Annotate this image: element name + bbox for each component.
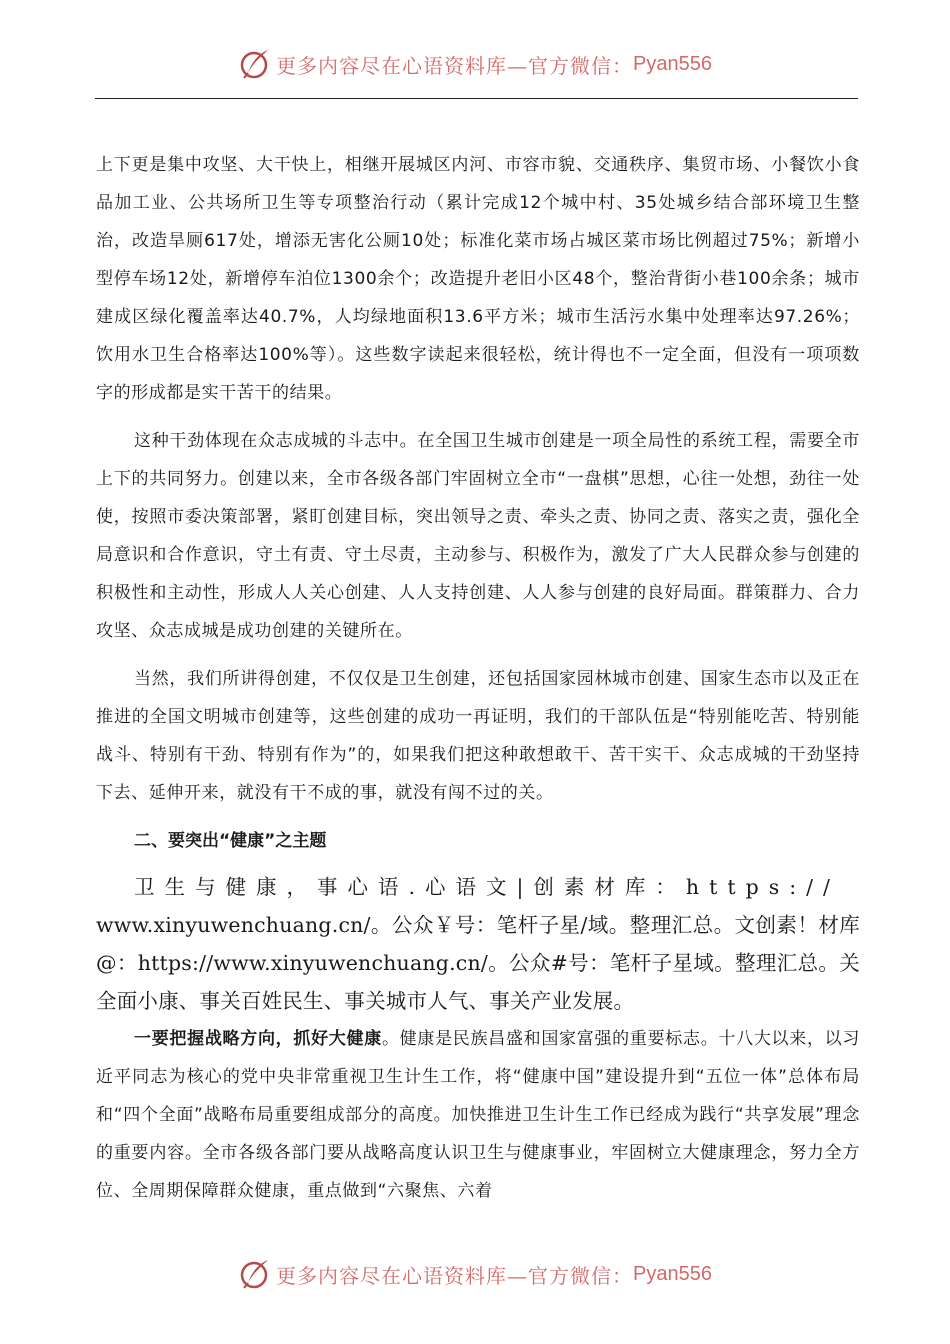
- quill-logo-icon: [238, 47, 272, 81]
- paragraph-3: 当然，我们所讲得创建，不仅仅是卫生创建，还包括国家园林城市创建、国家生态市以及正在推进的全国文明城市创建等，这些创建的成功一再证明，我们的干部队伍是“特别能吃苦、特别能战斗、特别有干劲、特别有作为”的，如果我们把这种敢想敢干、苦干实干、众志成城的干劲坚持下去、延伸开来，就没有干不成的事，就没有闯不过的关。: [96, 669, 860, 803]
- header-divider: [95, 98, 858, 99]
- header-banner-text: 更多内容尽在心语资料库—官方微信：: [276, 53, 634, 78]
- section-heading: 二、要突出“健康”之主题: [134, 831, 327, 851]
- footer-banner-code: Pyan556: [633, 1262, 712, 1285]
- paragraph-4-lead: 一要把握战略方向，抓好大健康: [134, 1029, 382, 1049]
- inserted-text-rest: www.xinyuwenchuang.cn/。公众￥号：笔杆子星/域。整理汇总。文创素！材库@：https://www.xinyuwenchuang.cn/。公众#号：笔杆子星域。整理汇总。关全面小康、事关百姓民生、事关城市人气、事关产业发展。: [96, 913, 860, 1013]
- header-banner: [0, 42, 950, 86]
- header-banner-code: Pyan556: [633, 52, 712, 75]
- paragraph-4: [96, 1020, 860, 1210]
- inserted-watermark-text: [96, 868, 860, 1020]
- quill-logo-icon: [238, 1257, 272, 1291]
- footer-banner-text: 更多内容尽在心语资料库—官方微信：: [276, 1263, 634, 1288]
- paragraph-4-text: 。健康是民族昌盛和国家富强的重要标志。十八大以来，以习近平同志为核心的党中央非常重视卫生计生工作，将“健康中国”建设提升到“五位一体”总体布局和“四个全面”战略布局重要组成部分的高度。加快推进卫生计生工作已经成为践行“共享发展”理念的重要内容。全市各级各部门要从战略高度认识卫生与健康事业，牢固树立大健康理念，努力全方位、全周期保障群众健康，重点做到“六聚焦、六着: [96, 1029, 860, 1201]
- paragraph-1: 上下更是集中攻坚、大干快上，相继开展城区内河、市容市貌、交通秩序、集贸市场、小餐饮小食品加工业、公共场所卫生等专项整治行动（累计完成12个城中村、35处城乡结合部环境卫生整治，改造旱厕617处，增添无害化公厕10处；标准化菜市场占城区菜市场比例超过75%；新增小型停车场12处，新增停车泊位1300余个；改造提升老旧小区48个，整治背街小巷100余条；城市建成区绿化覆盖率达40.7%，人均绿地面积13.6平方米；城市生活污水集中处理率达97.26%；饮用水卫生合格率达100%等）。这些数字读起来很轻松，统计得也不一定全面，但没有一项项数字的形成都是实干苦干的结果。: [96, 155, 860, 403]
- document-body: [96, 146, 860, 1210]
- footer-banner: [0, 1252, 950, 1296]
- inserted-text-line-1: 卫生与健康，事心语.心语文|创素材库：https://: [134, 875, 840, 899]
- paragraph-2: 这种干劲体现在众志成城的斗志中。在全国卫生城市创建是一项全局性的系统工程，需要全市上下的共同努力。创建以来，全市各级各部门牢固树立全市“一盘棋”思想，心往一处想，劲往一处使，按照市委决策部署，紧盯创建目标，突出领导之责、牵头之责、协同之责、落实之责，强化全局意识和合作意识，守土有责、守土尽责，主动参与、积极作为，激发了广大人民群众参与创建的积极性和主动性，形成人人关心创建、人人支持创建、人人参与创建的良好局面。群策群力、合力攻坚、众志成城是成功创建的关键所在。: [96, 431, 860, 641]
